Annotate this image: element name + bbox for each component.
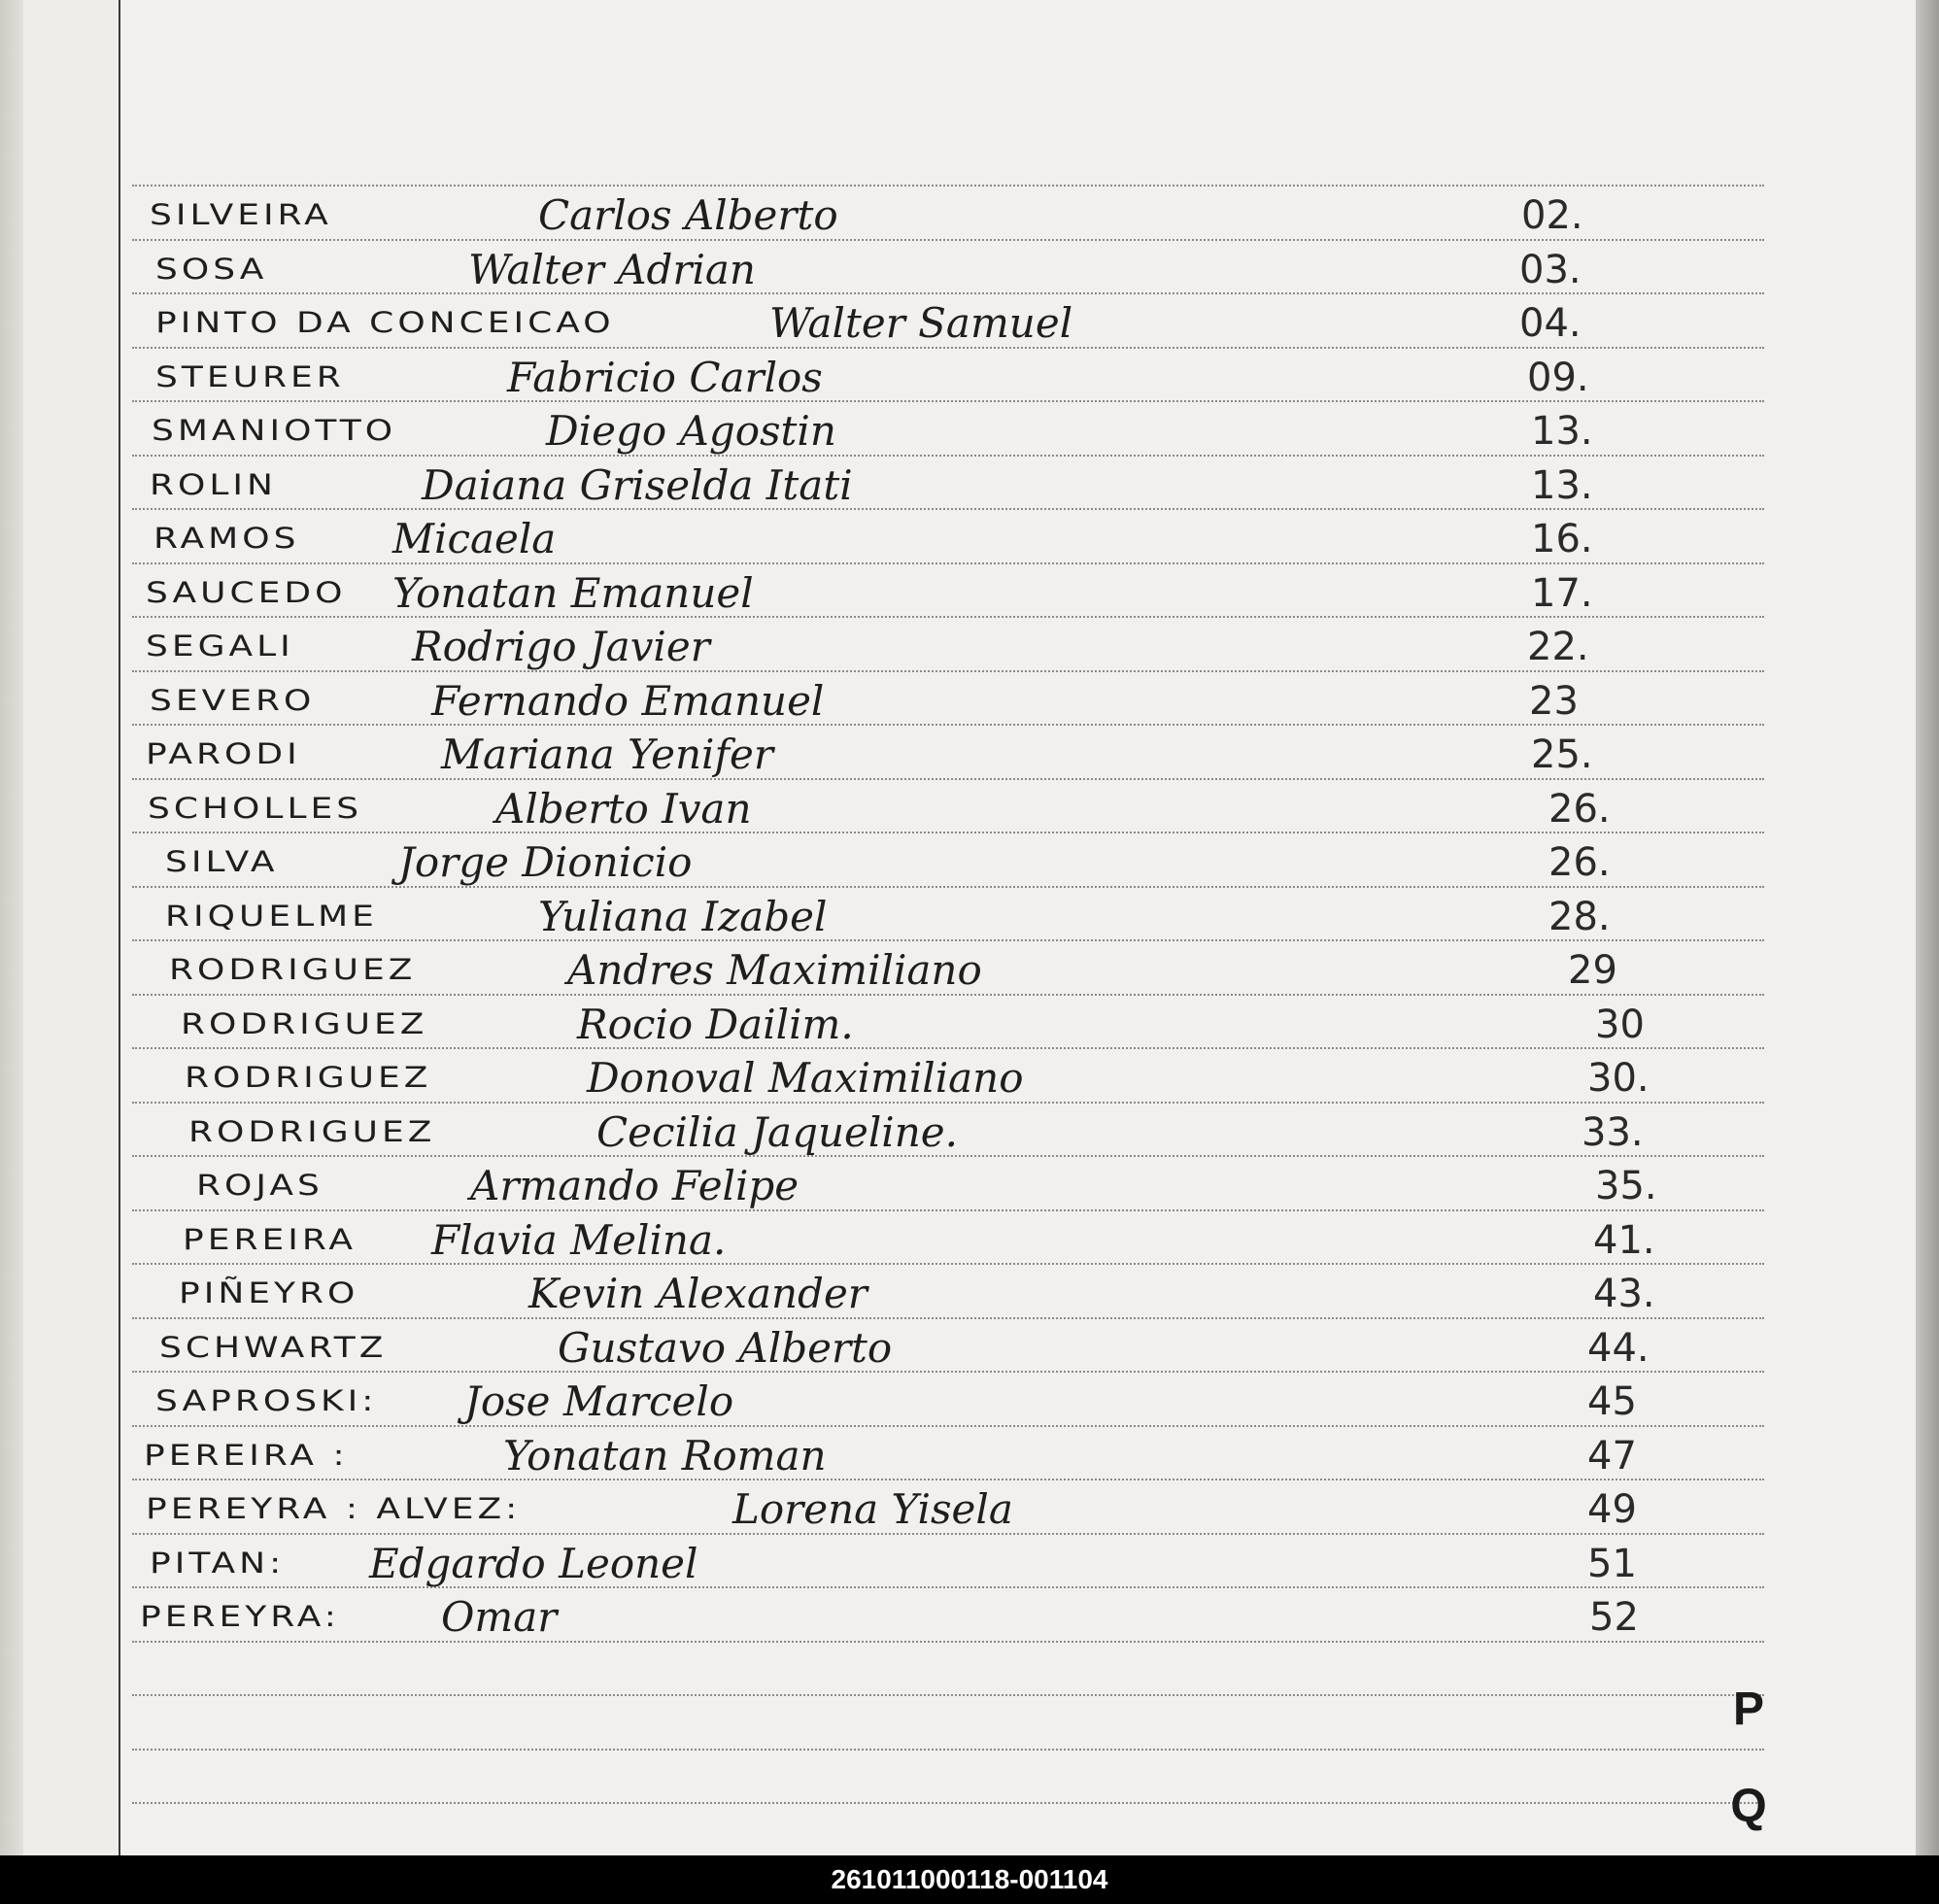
list-item (120, 1482, 1916, 1537)
given-name: Rodrigo Javier (412, 623, 710, 670)
list-item (120, 1267, 1916, 1321)
entry-number: 35. (1595, 1164, 1657, 1208)
entry-number: 04. (1519, 301, 1582, 346)
page-right-edge (1916, 0, 1939, 1855)
entry-number: 02. (1521, 193, 1583, 238)
surname: ROLIN (150, 468, 277, 502)
list-item (120, 620, 1916, 674)
surname: STEURER (155, 360, 345, 394)
entry-number: 52 (1589, 1595, 1639, 1640)
list-item (120, 1429, 1916, 1483)
list-item (120, 1105, 1916, 1160)
list-item (120, 566, 1916, 621)
entry-number: 13. (1531, 409, 1593, 454)
entry-number: 43. (1593, 1272, 1655, 1316)
given-name: Kevin Alexander (528, 1270, 867, 1317)
list-item (120, 296, 1916, 351)
surname: SILVEIRA (150, 198, 332, 232)
list-item (120, 1537, 1916, 1591)
list-item (120, 943, 1916, 998)
surname: SCHWARTZ (159, 1331, 388, 1365)
document-code: 261011000118-001104 (831, 1864, 1108, 1894)
entry-number: 09. (1527, 356, 1589, 400)
given-name: Cecilia Jaqueline. (596, 1108, 958, 1156)
list-item (120, 459, 1916, 513)
surname: PINTO DA CONCEICAO (155, 306, 615, 340)
list-item (120, 512, 1916, 566)
surname: SCHOLLES (148, 792, 363, 826)
surname: PIÑEYRO (179, 1276, 359, 1310)
entry-number: 45 (1587, 1379, 1637, 1424)
given-name: Lorena Yisela (732, 1485, 1013, 1533)
surname: PEREIRA : (144, 1439, 349, 1473)
given-name: Fabricio Carlos (507, 354, 823, 401)
entry-number: 41. (1593, 1218, 1655, 1263)
entry-number: 26. (1548, 787, 1611, 832)
ruled-line (132, 185, 1764, 187)
surname: SMANIOTTO (152, 414, 397, 448)
ruled-line (132, 1802, 1764, 1804)
list-item (120, 188, 1916, 243)
binding-edge (0, 0, 23, 1855)
surname: RODRIGUEZ (188, 1115, 436, 1149)
list-item (120, 1321, 1916, 1376)
given-name: Flavia Melina. (431, 1216, 727, 1264)
given-name: Jose Marcelo (464, 1377, 734, 1425)
list-item (120, 674, 1916, 729)
given-name: Carlos Alberto (538, 191, 838, 239)
entry-number: 16. (1531, 517, 1593, 561)
ruled-line (132, 1749, 1764, 1751)
surname: SAPROSKI: (155, 1384, 378, 1418)
given-name: Fernando Emanuel (431, 677, 825, 725)
given-name: Walter Adrian (468, 246, 756, 293)
entry-number: 22. (1527, 625, 1589, 669)
entry-number: 26. (1548, 840, 1611, 885)
ledger-page (120, 0, 1916, 1855)
list-item (120, 835, 1916, 890)
given-name: Daiana Griselda Itati (422, 461, 853, 509)
given-name: Micaela (392, 515, 557, 562)
surname: PEREYRA : ALVEZ: (146, 1492, 522, 1526)
given-name: Yonatan Roman (503, 1432, 827, 1479)
given-name: Yonatan Emanuel (392, 569, 754, 617)
given-name: Armando Felipe (470, 1162, 799, 1209)
surname: PARODI (146, 737, 301, 771)
entry-number: 29 (1568, 948, 1617, 993)
given-name: Donoval Maximiliano (587, 1054, 1024, 1102)
surname: RAMOS (153, 522, 300, 556)
list-item (120, 728, 1916, 782)
ruled-line (132, 1694, 1764, 1696)
given-name: Edgardo Leonel (369, 1540, 698, 1587)
entry-number: 49 (1587, 1487, 1637, 1532)
given-name: Walter Samuel (769, 299, 1073, 347)
given-name: Yuliana Izabel (538, 893, 828, 940)
surname: RIQUELME (165, 900, 378, 934)
entry-number: 30 (1595, 1003, 1645, 1047)
list-item (120, 1375, 1916, 1429)
entry-number: 51 (1587, 1542, 1637, 1586)
entry-number: 17. (1531, 571, 1593, 616)
surname: ROJAS (196, 1169, 323, 1203)
entry-number: 33. (1582, 1110, 1644, 1155)
given-name: Jorge Dionicio (398, 838, 693, 886)
surname: RODRIGUEZ (169, 953, 417, 987)
entry-number: 44. (1587, 1326, 1650, 1371)
list-item (120, 243, 1916, 297)
page-left-margin (23, 0, 120, 1855)
list-item (120, 351, 1916, 405)
given-name: Andres Maximiliano (567, 946, 982, 994)
entry-number: 28. (1548, 895, 1611, 939)
index-tab-q[interactable]: Q (1730, 1781, 1767, 1832)
entry-number: 47 (1587, 1434, 1637, 1479)
surname: PEREIRA (183, 1223, 357, 1257)
list-item (120, 1051, 1916, 1105)
given-name: Alberto Ivan (495, 785, 752, 833)
entry-number: 13. (1531, 463, 1593, 508)
list-item (120, 998, 1916, 1052)
list-item (120, 782, 1916, 836)
surname: SEGALI (146, 629, 294, 663)
entry-number: 25. (1531, 732, 1593, 777)
list-item (120, 1213, 1916, 1268)
surname: PEREYRA: (140, 1600, 340, 1634)
list-item (120, 1590, 1916, 1645)
surname: RODRIGUEZ (185, 1061, 432, 1095)
given-name: Omar (441, 1593, 558, 1641)
given-name: Rocio Dailim. (577, 1001, 854, 1048)
given-name: Mariana Yenifer (441, 731, 773, 778)
surname: SEVERO (150, 684, 316, 718)
entry-number: 03. (1519, 248, 1582, 292)
list-item (120, 890, 1916, 944)
surname: RODRIGUEZ (181, 1007, 428, 1041)
given-name: Diego Agostin (546, 407, 836, 455)
list-item (120, 404, 1916, 459)
surname: SILVA (165, 845, 279, 879)
given-name: Gustavo Alberto (558, 1324, 893, 1372)
entry-number: 30. (1587, 1056, 1650, 1101)
entry-number: 23 (1529, 679, 1579, 724)
surname: PITAN: (150, 1547, 286, 1581)
index-tab-p[interactable]: P (1732, 1683, 1764, 1735)
surname: SOSA (155, 253, 268, 287)
list-item (120, 1159, 1916, 1213)
surname: SAUCEDO (146, 576, 347, 610)
